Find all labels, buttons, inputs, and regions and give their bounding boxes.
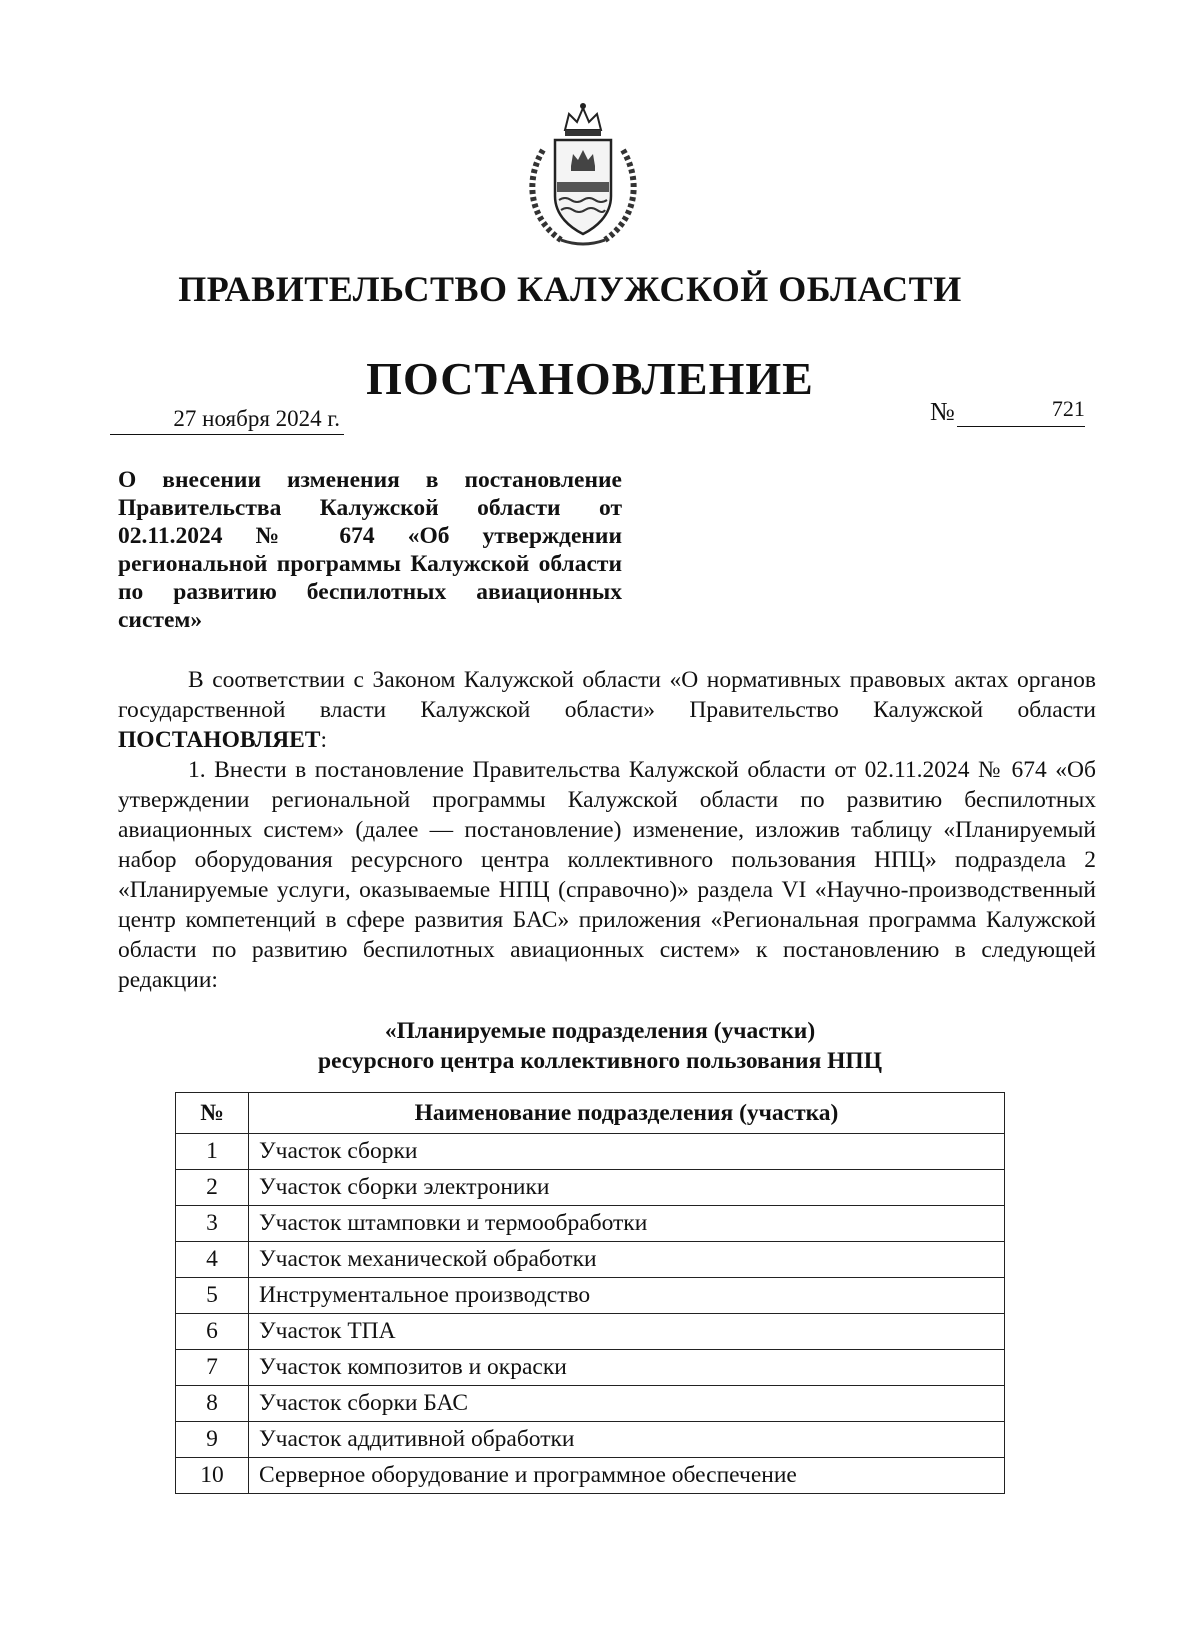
table-header-number: № <box>176 1093 249 1134</box>
row-number: 4 <box>176 1242 249 1278</box>
table-row <box>176 1206 1005 1242</box>
organization-title: ПРАВИТЕЛЬСТВО КАЛУЖСКОЙ ОБЛАСТИ <box>178 269 962 309</box>
document-subject: О внесении изменения в постановление Правительства Калужской области от 02.11.2024 № 674 «Об утверждении региональной программы Калужской области по развитию беспилотных авиационных систем» <box>118 467 622 633</box>
table-row <box>176 1134 1005 1170</box>
number-label: № <box>930 397 955 426</box>
row-name: Участок сборки электроники <box>249 1170 1005 1206</box>
table-title-line-2: ресурсного центра коллективного пользования НПЦ <box>318 1048 882 1074</box>
coat-of-arms-emblem <box>521 100 645 248</box>
row-name: Серверное оборудование и программное обеспечение <box>249 1458 1005 1494</box>
document-date: 27 ноября 2024 г. <box>110 406 344 435</box>
row-name: Участок ТПА <box>249 1314 1005 1350</box>
units-table <box>175 1092 1005 1494</box>
table-row <box>176 1458 1005 1494</box>
table-row <box>176 1278 1005 1314</box>
table-header-name: Наименование подразделения (участка) <box>249 1093 1005 1134</box>
row-number: 8 <box>176 1386 249 1422</box>
table-row <box>176 1170 1005 1206</box>
row-name: Инструментальное производство <box>249 1278 1005 1314</box>
row-number: 7 <box>176 1350 249 1386</box>
row-name: Участок сборки <box>249 1134 1005 1170</box>
document-number <box>930 396 1085 427</box>
row-number: 3 <box>176 1206 249 1242</box>
row-number: 2 <box>176 1170 249 1206</box>
row-number: 9 <box>176 1422 249 1458</box>
row-name: Участок композитов и окраски <box>249 1350 1005 1386</box>
document-type-title: ПОСТАНОВЛЕНИЕ <box>366 353 814 404</box>
document-body <box>118 665 1096 995</box>
row-name: Участок сборки БАС <box>249 1386 1005 1422</box>
row-number: 1 <box>176 1134 249 1170</box>
body-paragraph-1-end: : <box>320 727 327 753</box>
row-name: Участок аддитивной обработки <box>249 1422 1005 1458</box>
body-paragraph-1 <box>118 665 1096 755</box>
table-title-line-1: «Планируемые подразделения (участки) <box>384 1018 816 1044</box>
table-row <box>176 1386 1005 1422</box>
row-number: 6 <box>176 1314 249 1350</box>
row-name: Участок штамповки и термообработки <box>249 1206 1005 1242</box>
row-number: 10 <box>176 1458 249 1494</box>
body-paragraph-1-text: В соответствии с Законом Калужской области «О нормативных правовых актах органов государственной власти Калужской области» Правительство Калужской области <box>118 667 1096 723</box>
number-value: 721 <box>957 396 1085 427</box>
row-number: 5 <box>176 1278 249 1314</box>
body-paragraph-1-bold: ПОСТАНОВЛЯЕТ <box>118 727 321 753</box>
row-name: Участок механической обработки <box>249 1242 1005 1278</box>
body-paragraph-2: 1. Внести в постановление Правительства Калужской области от 02.11.2024 № 674 «Об утверждении региональной программы Калужской области по развитию беспилотных авиационных систем» (далее — постановление) изменение, изложив таблицу «Планируемый набор оборудования ресурсного центра коллективного пользования НПЦ» подраздела 2 «Планируемые услуги, оказываемые НПЦ (справочно)» раздела VI «Научно-производственный центр компетенций в сфере развития БАС» приложения «Региональная программа Калужской области по развитию беспилотных авиационных систем» к постановлению в следующей редакции: <box>118 757 1096 993</box>
table-row <box>176 1350 1005 1386</box>
table-row <box>176 1422 1005 1458</box>
table-header-row <box>176 1093 1005 1134</box>
table-row <box>176 1242 1005 1278</box>
table-row <box>176 1314 1005 1350</box>
table-title <box>200 1016 1000 1076</box>
